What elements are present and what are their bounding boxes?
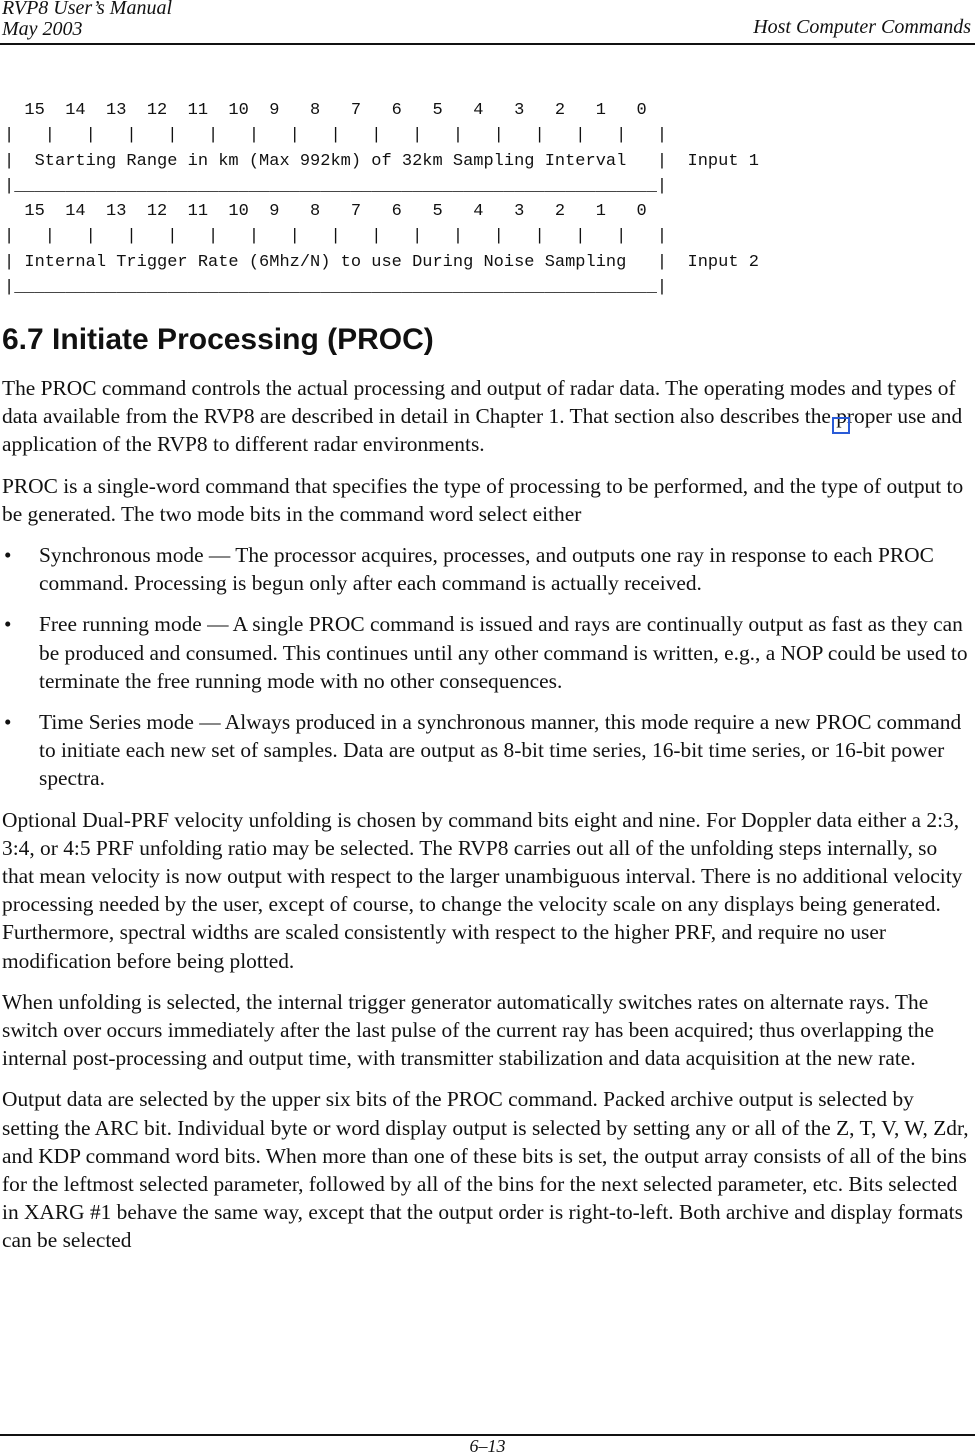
- annotation-box: [832, 417, 850, 434]
- section-body: [2, 374, 974, 1268]
- register-diagram: [4, 98, 759, 300]
- paragraph: When unfolding is selected, the internal trigger generator automatically switches rates on alternate rays. The switch over occurs immediately after the last pulse of the current ray has been acquired; thus overlapping the internal post-processing and output time, with transmitter stabilization and data acquisition at the new rate.: [2, 989, 934, 1071]
- register-field-input-2: | Internal Trigger Rate (6Mhz/N) to use During Noise Sampling | Input 2: [4, 252, 759, 272]
- list-item-text: Synchronous mode — The processor acquires, processes, and outputs one ray in response to each PROC command. Processing is begun only after each command is actually received.: [39, 543, 934, 596]
- register-field-input-1: | Starting Range in km (Max 992km) of 32km Sampling Interval | Input 1: [4, 151, 759, 171]
- section-heading: 6.7 Initiate Processing (PROC): [2, 323, 434, 356]
- register-bottom-rule: |_______________________________________________________________|: [4, 176, 668, 196]
- list-item: [2, 541, 974, 597]
- bit-number-row: 15 14 13 12 11 10 9 8 7 6 5 4 3 2 1 0: [4, 202, 657, 222]
- list-item: [2, 610, 974, 695]
- bit-divider-row: | | | | | | | | | | | | | | | | |: [4, 126, 668, 146]
- register-bottom-rule: |_______________________________________________________________|: [4, 278, 668, 298]
- paragraph: PROC is a single-word command that specifies the type of processing to be performed, and the type of output to be generated. The two mode bits in the command word select either: [2, 473, 964, 526]
- section-title: Host Computer Commands: [753, 16, 971, 38]
- paragraph: Output data are selected by the upper six bits of the PROC command. Packed archive output is selected by setting the ARC bit. Individual byte or word display output is selected by setting any or all of the Z, T, V, W, Zdr, and KDP command word bits. When more than one of these bits is set, the output array consists of all of the bins for the leftmost selected parameter, followed by all of the bins for the next selected parameter, etc. Bits selected in XARG #1 behave the same way, except that the output order is right-to-left. Both archive and display formats can be selected: [2, 1087, 969, 1253]
- bit-divider-row: | | | | | | | | | | | | | | | | |: [4, 227, 668, 247]
- bullet-icon: •: [4, 612, 12, 637]
- list-item: [2, 708, 974, 793]
- list-item-text: Free running mode — A single PROC command is issued and rays are continually output as fast as they can be produced and consumed. This continues until any other command is written, e.g., a NOP could be used to terminate the free running mode with no other consequences.: [39, 612, 968, 693]
- list-item-text: Time Series mode — Always produced in a synchronous manner, this mode require a new PROC command to initiate each new set of samples. Data are output as 8-bit time series, 16-bit time series, or 16-bit power spectra.: [39, 710, 962, 791]
- mode-list: [2, 541, 974, 793]
- page-number: 6–13: [469, 1436, 506, 1456]
- header-rule: [0, 43, 975, 45]
- bullet-icon: •: [4, 543, 12, 568]
- paragraph: The PROC command controls the actual processing and output of radar data. The operating modes and types of data available from the RVP8 are described in detail in Chapter 1. That section also describes the proper use and application of the RVP8 to different radar environments.: [2, 376, 963, 457]
- paragraph: Optional Dual-PRF velocity unfolding is chosen by command bits eight and nine. For Doppler data either a 2:3, 3:4, or 4:5 PRF unfolding ratio may be selected. The RVP8 carries out all of the unfolding steps internally, so that mean velocity is now output with respect to the larger unambiguous interval. There is no additional velocity processing needed by the user, except of course, to change the velocity scale on any displays being generated. Furthermore, spectral widths are scaled consistently with respect to the higher PRF, and require no user modification before being plotted.: [2, 807, 963, 973]
- manual-date: May 2003: [2, 18, 83, 40]
- bit-number-row: 15 14 13 12 11 10 9 8 7 6 5 4 3 2 1 0: [4, 101, 657, 120]
- manual-title: RVP8 User’s Manual: [2, 0, 172, 19]
- bullet-icon: •: [4, 710, 12, 735]
- page-header: [0, 0, 975, 46]
- header-left: [2, 0, 172, 40]
